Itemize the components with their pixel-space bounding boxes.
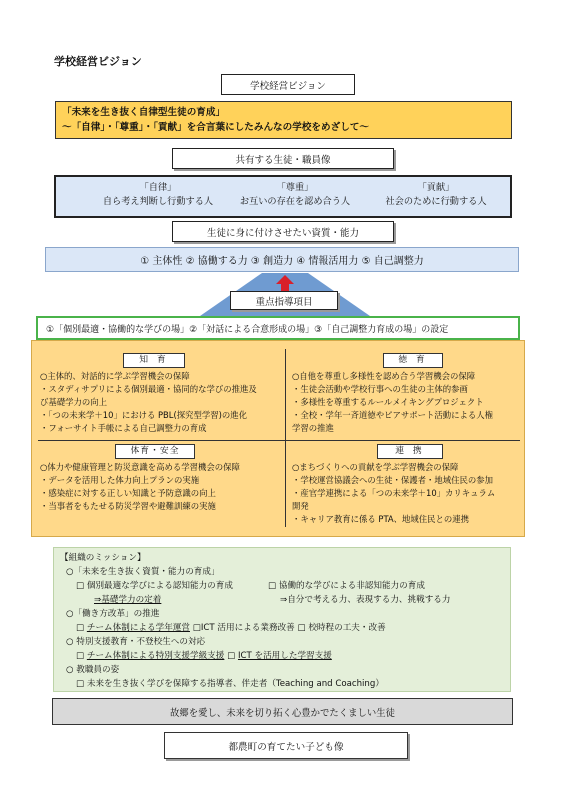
panel-title: 連 携 bbox=[377, 444, 443, 459]
panel-line: 開発 bbox=[292, 501, 309, 511]
panel-title: 徳 育 bbox=[383, 353, 443, 368]
panel-line: ・産官学連携による「つの未来学＋10」カリキュラム bbox=[292, 488, 496, 498]
abilities-label: 生徒に身に付けさせたい資質・能力 bbox=[172, 221, 394, 242]
mission-subitem: ⇒基礎学力の定着 bbox=[94, 595, 162, 605]
panel-line: ○体力や健康管理と防災意識を高める学習機会の保障 bbox=[40, 462, 240, 472]
shared-image-box bbox=[54, 175, 512, 218]
panel-chiiku bbox=[35, 353, 285, 439]
panel-line: ○自他を尊重し多様性を認め合う学習機会の保障 bbox=[292, 371, 476, 381]
shared-jiritsu bbox=[90, 181, 226, 209]
shared-key: 「尊重」 bbox=[276, 182, 314, 193]
shared-sonchou bbox=[228, 181, 362, 209]
mission-subitem: □ チーム体制による学年運営 □ICT 活用による業務改善 □ 校時程の工夫・改善 bbox=[76, 623, 386, 633]
panel-title: 体育・安全 bbox=[115, 444, 195, 459]
shared-key: 「貢献」 bbox=[417, 182, 455, 193]
mission-box bbox=[53, 547, 511, 692]
mission-subitem: ⇒自分で考える力、表現する力、挑戦する力 bbox=[280, 595, 451, 605]
shared-desc: 社会のために行動する人 bbox=[385, 196, 487, 207]
page-title: 学校経営ビジョン bbox=[54, 55, 142, 68]
shared-kouken bbox=[366, 181, 506, 209]
shared-desc: 自ら考え判断し行動する人 bbox=[102, 196, 214, 207]
vertical-divider bbox=[285, 349, 286, 527]
panel-line: ・データを活用した体力向上プランの実施 bbox=[40, 475, 200, 485]
panel-line: ・当事者をもたせる防災学習や避難訓練の実施 bbox=[40, 501, 216, 511]
panel-line: ・スタディサプリによる個別最適・協同的な学びの推進及 bbox=[40, 384, 257, 394]
vision-box bbox=[55, 101, 512, 139]
mission-subitem: □ 個別最適な学びによる認知能力の育成 bbox=[76, 581, 233, 591]
panel-line: 学習の推進 bbox=[292, 423, 334, 433]
kodomo-box: 都農町の育てたい子ども像 bbox=[164, 732, 408, 759]
vision-line-1: 「未来を生き抜く自律型生徒の育成」 bbox=[62, 107, 226, 118]
panel-title: 知 育 bbox=[123, 353, 185, 368]
settings-box: ①「個別最適・協働的な学びの場」②「対話による合意形成の場」③「自己調整力育成の場」の設定 bbox=[36, 316, 520, 340]
mission-item: ○ 教職員の姿 bbox=[66, 665, 120, 675]
mission-text: チーム体制による学年運営 bbox=[86, 623, 190, 633]
panel-line: ・キャリア教育に係る PTA、地域住民との連携 bbox=[292, 514, 470, 524]
panel-line: ・生徒会活動や学校行事への生徒の主体的参画 bbox=[292, 384, 468, 394]
mission-title: 【組織のミッション】 bbox=[60, 553, 146, 563]
mission-item: ○ 特別支援教育・不登校生への対応 bbox=[66, 637, 206, 647]
focus-panels bbox=[31, 340, 525, 537]
mission-text: ICT を活用した学習支援 bbox=[237, 651, 332, 661]
mission-text: 校時程の工夫・改善 bbox=[308, 623, 386, 633]
panel-tokuiku bbox=[287, 353, 523, 439]
mission-subitem: □ チーム体制による特別支援学級支援 □ ICT を活用した学習支援 bbox=[76, 651, 332, 661]
panel-line: ○主体的、対話的に学ぶ学習機会の保障 bbox=[40, 371, 190, 381]
mission-subitem: □ 未来を生き抜く学びを保障する指導者、伴走者（Teaching and Coaching） bbox=[76, 679, 384, 689]
furusato-box: 故郷を愛し、未来を切り拓く心豊かでたくましい生徒 bbox=[52, 698, 513, 725]
shared-desc: お互いの存在を認め合う人 bbox=[239, 196, 351, 207]
panel-line: ・「つの未来学＋10」における PBL(探究型学習)の進化 bbox=[40, 410, 247, 420]
panel-taiiku bbox=[35, 444, 285, 530]
mission-text: ICT 活用による業務改善 bbox=[200, 623, 295, 633]
panel-line: ・フォーサイト手帳による自己調整力の育成 bbox=[40, 423, 207, 433]
panel-renkei bbox=[287, 444, 523, 530]
vision-label: 学校経営ビジョン bbox=[221, 74, 355, 95]
focus-label: 重点指導項目 bbox=[230, 291, 338, 310]
mission-subitem: □ 協働的な学びによる非認知能力の育成 bbox=[268, 581, 425, 591]
vision-line-2: ～「自律」・「尊重」・「貢献」を合言葉にしたみんなの学校をめざして～ bbox=[62, 122, 369, 133]
abilities-box: ① 主体性 ② 協働する力 ③ 創造力 ④ 情報活用力 ⑤ 自己調整力 bbox=[45, 247, 519, 272]
panel-line: ○まちづくりへの貢献を学ぶ学習機会の保障 bbox=[292, 462, 459, 472]
horizontal-divider bbox=[38, 440, 520, 441]
mission-text: チーム体制による特別支援学級支援 bbox=[86, 651, 225, 661]
panel-line: び基礎学力の向上 bbox=[40, 397, 107, 407]
mission-item: ○「未来を生き抜く資質・能力の育成」 bbox=[66, 567, 220, 577]
shared-key: 「自律」 bbox=[139, 182, 177, 193]
panel-line: ・感染症に対する正しい知識と予防意識の向上 bbox=[40, 488, 216, 498]
panel-line: ・全校・学年一斉道徳やピアサポート活動による人権 bbox=[292, 410, 493, 420]
shared-label: 共有する生徒・職員像 bbox=[172, 148, 394, 169]
panel-line: ・学校運営協議会への生徒・保護者・地域住民の参加 bbox=[292, 475, 493, 485]
panel-line: ・多様性を尊重するルールメイキングプロジェクト bbox=[292, 397, 484, 407]
mission-item: ○「働き方改革」の推進 bbox=[66, 609, 160, 619]
